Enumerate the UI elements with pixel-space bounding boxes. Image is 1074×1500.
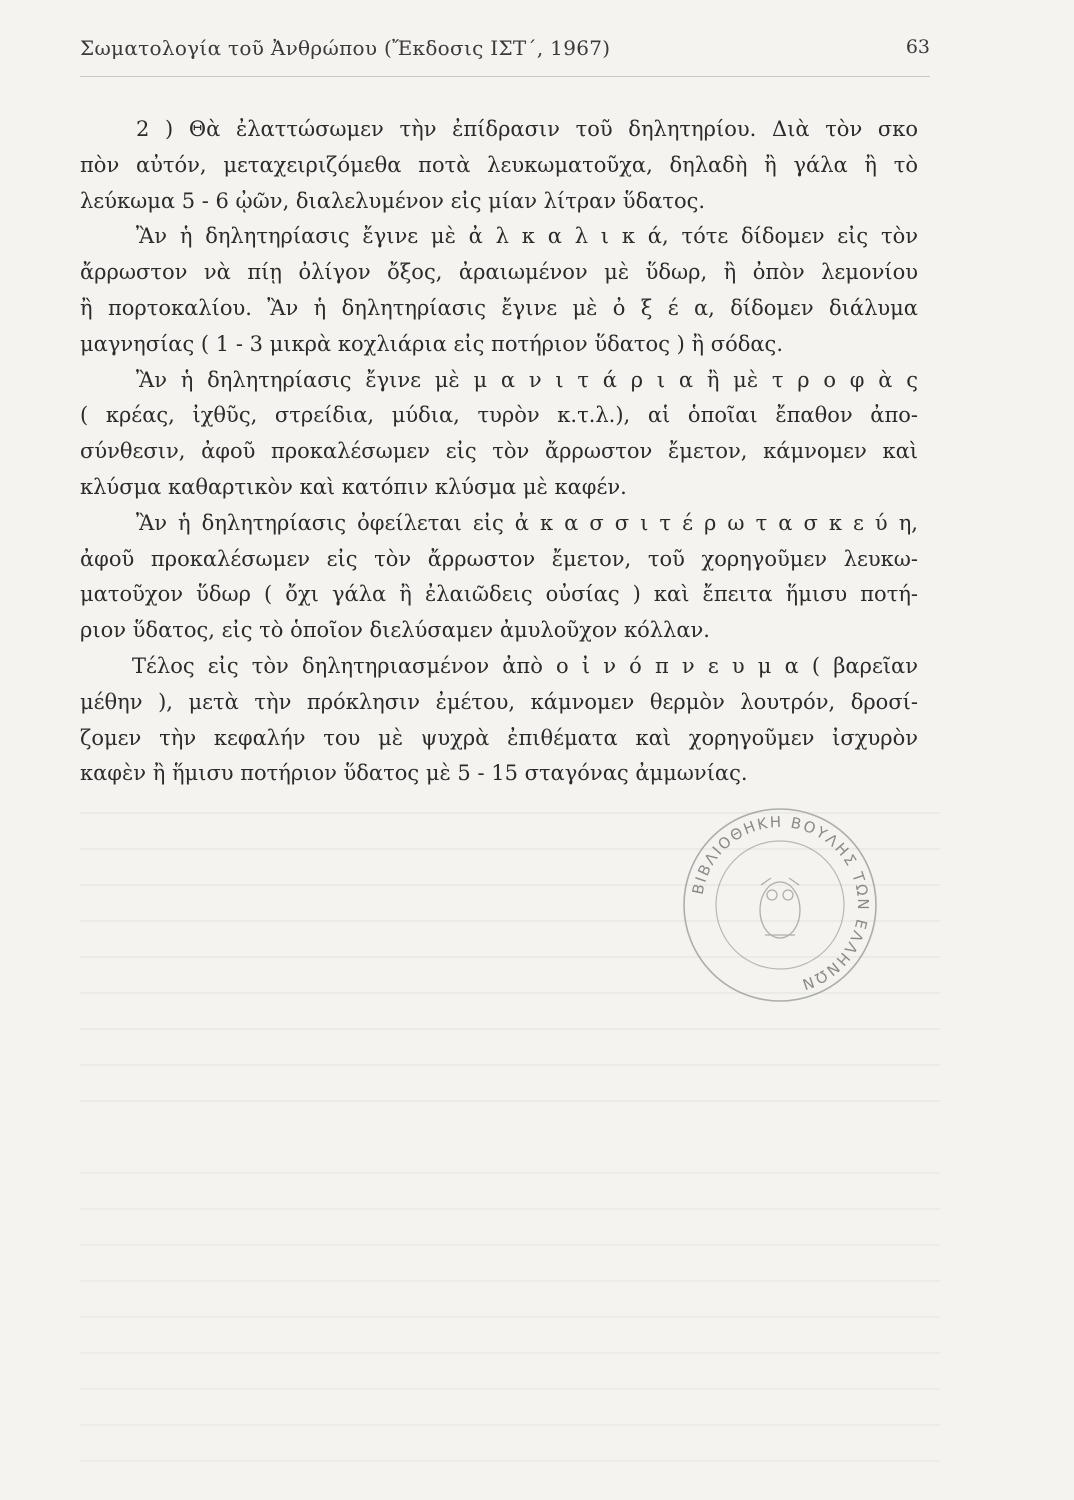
text-line: καφὲν ἢ ἥμισυ ποτήριον ὕδατος μὲ 5 - 15 σταγόνας ἀμμωνίας. (80, 761, 748, 786)
library-stamp (675, 800, 885, 1010)
text-line: Ἂν ἡ δηλητηρίασις ἔγινε μὲ ἀ λ κ α λ ι κ ά, τότε δίδομεν εἰς τὸν (136, 224, 918, 249)
text-line: ( κρέας, ἰχθῦς, στρείδια, μύδια, τυρὸν κ.τ.λ.), αἱ ὁποῖαι ἔπαθον ἀπο- (80, 403, 918, 428)
text-line: ἀφοῦ προκαλέσωμεν εἰς τὸν ἄρρωστον ἔμετον, τοῦ χορηγοῦμεν λευκω- (80, 546, 918, 571)
header-rule (80, 76, 930, 77)
text-line: Ἂν ἡ δηλητηρίασις ἔγινε μὲ μ α ν ι τ ά ρ ι α ἢ μὲ τ ρ ο φ ὰ ς (136, 367, 918, 392)
text-line: μέθην ), μετὰ τὴν πρόκλησιν ἐμέτου, κάμνομεν θερμὸν λουτρόν, δροσί- (80, 689, 918, 714)
text-line: κλύσμα καθαρτικὸν καὶ κατόπιν κλύσμα μὲ καφέν. (80, 474, 627, 499)
owl-emblem-icon (760, 878, 800, 938)
text-line: ζομεν τὴν κεφαλήν του μὲ ψυχρὰ ἐπιθέματα καὶ χορηγοῦμεν ἰσχυρὸν (80, 725, 918, 750)
stamp-text: ΒΙΒΛΙΟΘΗΚΗ ΒΟΥΛΗΣ ΤΩΝ ΕΛΛΗΝΩΝ (688, 812, 873, 995)
page-number: 63 (905, 36, 930, 58)
text-line: πὸν αὐτόν, μεταχειριζόμεθα ποτὰ λευκωματοῦχα, δηλαδὴ ἢ γάλα ἢ τὸ (80, 152, 918, 177)
text-line: σύνθεσιν, ἀφοῦ προκαλέσωμεν εἰς τὸν ἄρρωστον ἔμετον, κάμνομεν καὶ (80, 439, 918, 464)
running-head (80, 36, 930, 66)
text-line: λεύκωμα 5 - 6 ᾠῶν, διαλελυμένον εἰς μίαν λίτραν ὕδατος. (80, 188, 706, 213)
bleed-through-text-lower (80, 1150, 940, 1480)
running-title: Σωματολογία τοῦ Ἀνθρώπου (Ἔκδοσις ΙΣΤ΄, 1967) (80, 36, 611, 60)
text-line: μαγνησίας ( 1 - 3 μικρὰ κοχλιάρια εἰς ποτήριον ὕδατος ) ἢ σόδας. (80, 331, 783, 356)
text-line: ριον ὕδατος, εἰς τὸ ὁποῖον διελύσαμεν ἀμυλοῦχον κόλλαν. (80, 618, 710, 643)
body-text (80, 112, 918, 792)
text-line: ματοῦχον ὕδωρ ( ὄχι γάλα ἢ ἐλαιῶδεις οὐσίας ) καὶ ἔπειτα ἥμισυ ποτή- (80, 582, 918, 607)
text-line: 2 ) Θὰ ἐλαττώσωμεν τὴν ἐπίδρασιν τοῦ δηλητηρίου. Διὰ τὸν σκο (136, 117, 918, 141)
text-line: ἢ πορτοκαλίου. Ἂν ἡ δηλητηρίασις ἔγινε μὲ ὀ ξ έ α, δίδομεν διάλυμα (80, 295, 918, 320)
text-line: ἄρρωστον νὰ πίῃ ὀλίγον ὄξος, ἀραιωμένον μὲ ὕδωρ, ἢ ὀπὸν λεμονίου (80, 260, 918, 285)
text-line: Τέλος εἰς τὸν δηλητηριασμένον ἀπὸ ο ἰ ν ό π ν ε υ μ α ( βαρεῖαν (132, 653, 918, 678)
text-line: Ἂν ἡ δηλητηρίασις ὀφείλεται εἰς ἀ κ α σ σ ι τ έ ρ ω τ α σ κ ε ύ η, (136, 510, 918, 535)
